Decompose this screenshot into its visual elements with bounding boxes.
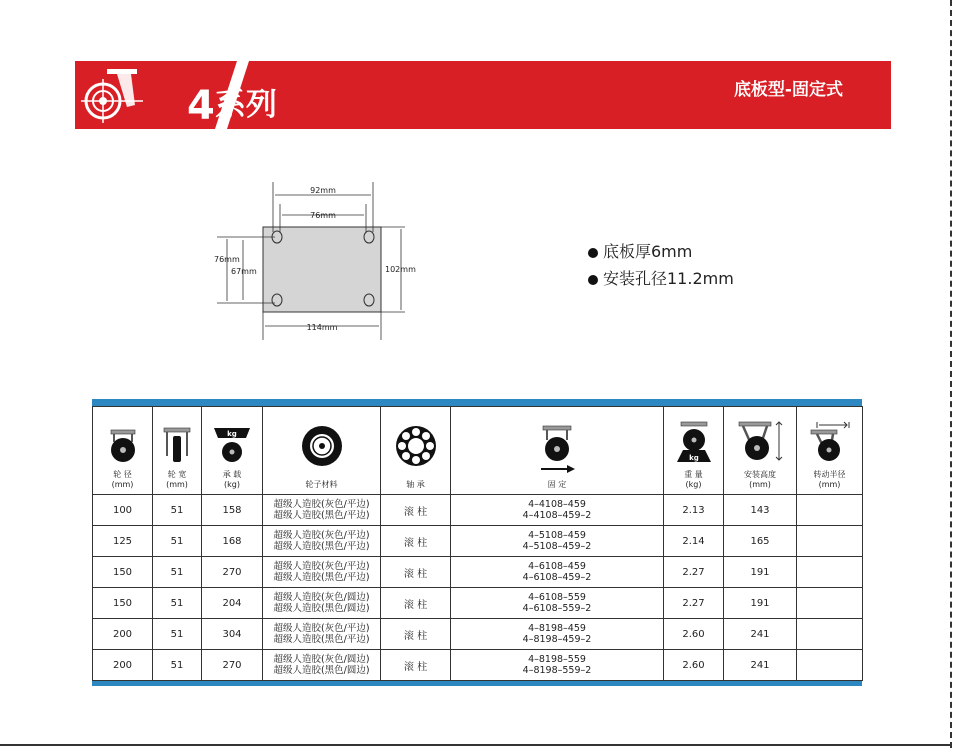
cell-bearing: 滚 柱 [381,619,451,650]
cell-radius [797,557,863,588]
cell-material [263,526,381,557]
cell-radius [797,588,863,619]
col-material: 轮子材料 [263,407,381,495]
dim-114-label: 114mm [306,323,338,332]
wheel-width-icon [162,426,192,464]
model-code: 4–8198–559 [528,654,586,665]
cell-bearing: 滚 柱 [381,557,451,588]
material-line: 超级人造胶(黑色/圆边) [273,665,370,676]
table-top-bar [92,399,862,406]
cell-radius [797,619,863,650]
cell-radius [797,526,863,557]
plate-diagram [205,182,435,342]
svg-text:kg: kg [688,454,699,462]
product-table-wrap [92,399,862,686]
cell-load: 168 [202,526,263,557]
model-code: 4–6108–559 [528,592,586,603]
cell-bearing: 滚 柱 [381,495,451,526]
cell-diameter: 200 [93,619,153,650]
cell-material [263,650,381,681]
model-code: 4–6108–459 [528,561,586,572]
cell-bearing: 滚 柱 [381,650,451,681]
cell-material [263,495,381,526]
col-weight: kg 重 量 (kg) [664,407,724,495]
table-header-row [93,407,863,495]
table-bottom-bar [92,681,862,686]
cell-height: 191 [724,588,797,619]
model-code: 4–8198–459–2 [522,634,592,645]
dim-76-left-label: 76mm [214,255,240,264]
cell-diameter: 150 [93,557,153,588]
material-line: 超级人造胶(黑色/平边) [273,634,370,645]
cell-diameter: 125 [93,526,153,557]
model-code: 4–4108–459 [528,499,586,510]
model-code: 4–5108–459–2 [522,541,592,552]
model-code: 4–8198–559–2 [522,665,592,676]
mount-height-icon [735,420,785,464]
cell-weight: 2.13 [664,495,724,526]
product-table [92,406,863,681]
spec-thickness: 底板厚6mm [603,242,693,261]
cell-width: 51 [153,557,202,588]
cell-bearing: 滚 柱 [381,588,451,619]
col-fixed: 固 定 [451,407,664,495]
cell-code [451,650,664,681]
cell-material [263,588,381,619]
spec-item [588,238,734,265]
col-bearing: 轴 承 [381,407,451,495]
series-number: 4 [187,83,215,129]
load-icon [210,426,254,464]
page-border-right [950,0,955,748]
cell-height: 143 [724,495,797,526]
dim-92-label: 92mm [310,186,336,195]
material-line: 超级人造胶(黑色/圆边) [273,603,370,614]
caster-logo-icon [81,65,143,125]
cell-diameter: 200 [93,650,153,681]
cell-weight: 2.14 [664,526,724,557]
cell-height: 165 [724,526,797,557]
material-line: 超级人造胶(灰色/平边) [273,561,370,572]
cell-height: 241 [724,650,797,681]
cell-load: 158 [202,495,263,526]
col-load: kg 承 载 (kg) [202,407,263,495]
model-code: 4–5108–459 [528,530,586,541]
cell-code [451,526,664,557]
table-row [93,526,863,557]
col-diameter: 轮 径 (mm) [93,407,153,495]
fixed-caster-icon [537,424,577,474]
wheel-diameter-icon [105,428,141,464]
cell-load: 270 [202,650,263,681]
col-radius: 转动半径 (mm) [797,407,863,495]
model-code: 4–4108–459–2 [522,510,592,521]
col-width: 轮 宽 (mm) [153,407,202,495]
material-line: 超级人造胶(灰色/平边) [273,499,370,510]
cell-width: 51 [153,650,202,681]
dim-102-label: 102mm [385,265,416,274]
cell-width: 51 [153,526,202,557]
cell-code [451,495,664,526]
spec-hole: 安装孔径11.2mm [603,269,734,288]
material-line: 超级人造胶(黑色/平边) [273,541,370,552]
material-line: 超级人造胶(灰色/平边) [273,623,370,634]
series-title [187,79,277,129]
cell-radius [797,650,863,681]
weight-icon [675,420,713,464]
cell-load: 270 [202,557,263,588]
wheel-material-icon [300,424,344,468]
model-code: 4–6108–559–2 [522,603,592,614]
material-line: 超级人造胶(灰色/平边) [273,530,370,541]
table-row [93,557,863,588]
cell-width: 51 [153,588,202,619]
svg-text:kg: kg [227,430,237,438]
cell-weight: 2.27 [664,588,724,619]
table-row [93,588,863,619]
cell-load: 204 [202,588,263,619]
cell-diameter: 100 [93,495,153,526]
dim-76-top-label: 76mm [310,211,336,220]
cell-height: 241 [724,619,797,650]
bullet-icon [588,248,598,258]
cell-code [451,557,664,588]
cell-material [263,619,381,650]
table-row [93,650,863,681]
cell-width: 51 [153,619,202,650]
cell-width: 51 [153,495,202,526]
table-row [93,619,863,650]
spec-list [588,238,734,292]
model-code: 4–6108–459–2 [522,572,592,583]
dim-67-label: 67mm [231,267,257,276]
cell-bearing: 滚 柱 [381,526,451,557]
material-line: 超级人造胶(灰色/圆边) [273,592,370,603]
material-line: 超级人造胶(黑色/平边) [273,510,370,521]
series-text: 系列 [214,87,277,123]
cell-code [451,619,664,650]
cell-weight: 2.60 [664,619,724,650]
cell-height: 191 [724,557,797,588]
model-code: 4–8198–459 [528,623,586,634]
header-banner [75,61,891,129]
material-line: 超级人造胶(灰色/圆边) [273,654,370,665]
roller-bearing-icon [394,424,438,468]
cell-weight: 2.27 [664,557,724,588]
spec-item [588,265,734,292]
bullet-icon [588,275,598,285]
cell-diameter: 150 [93,588,153,619]
col-height: 安装高度 (mm) [724,407,797,495]
cell-load: 304 [202,619,263,650]
swivel-radius-icon [807,420,853,464]
material-line: 超级人造胶(黑色/平边) [273,572,370,583]
cell-weight: 2.60 [664,650,724,681]
table-body [93,495,863,681]
cell-material [263,557,381,588]
header-title: 底板型-固定式 [733,80,843,100]
page-border-bottom [0,744,950,746]
table-row [93,495,863,526]
cell-radius [797,495,863,526]
cell-code [451,588,664,619]
